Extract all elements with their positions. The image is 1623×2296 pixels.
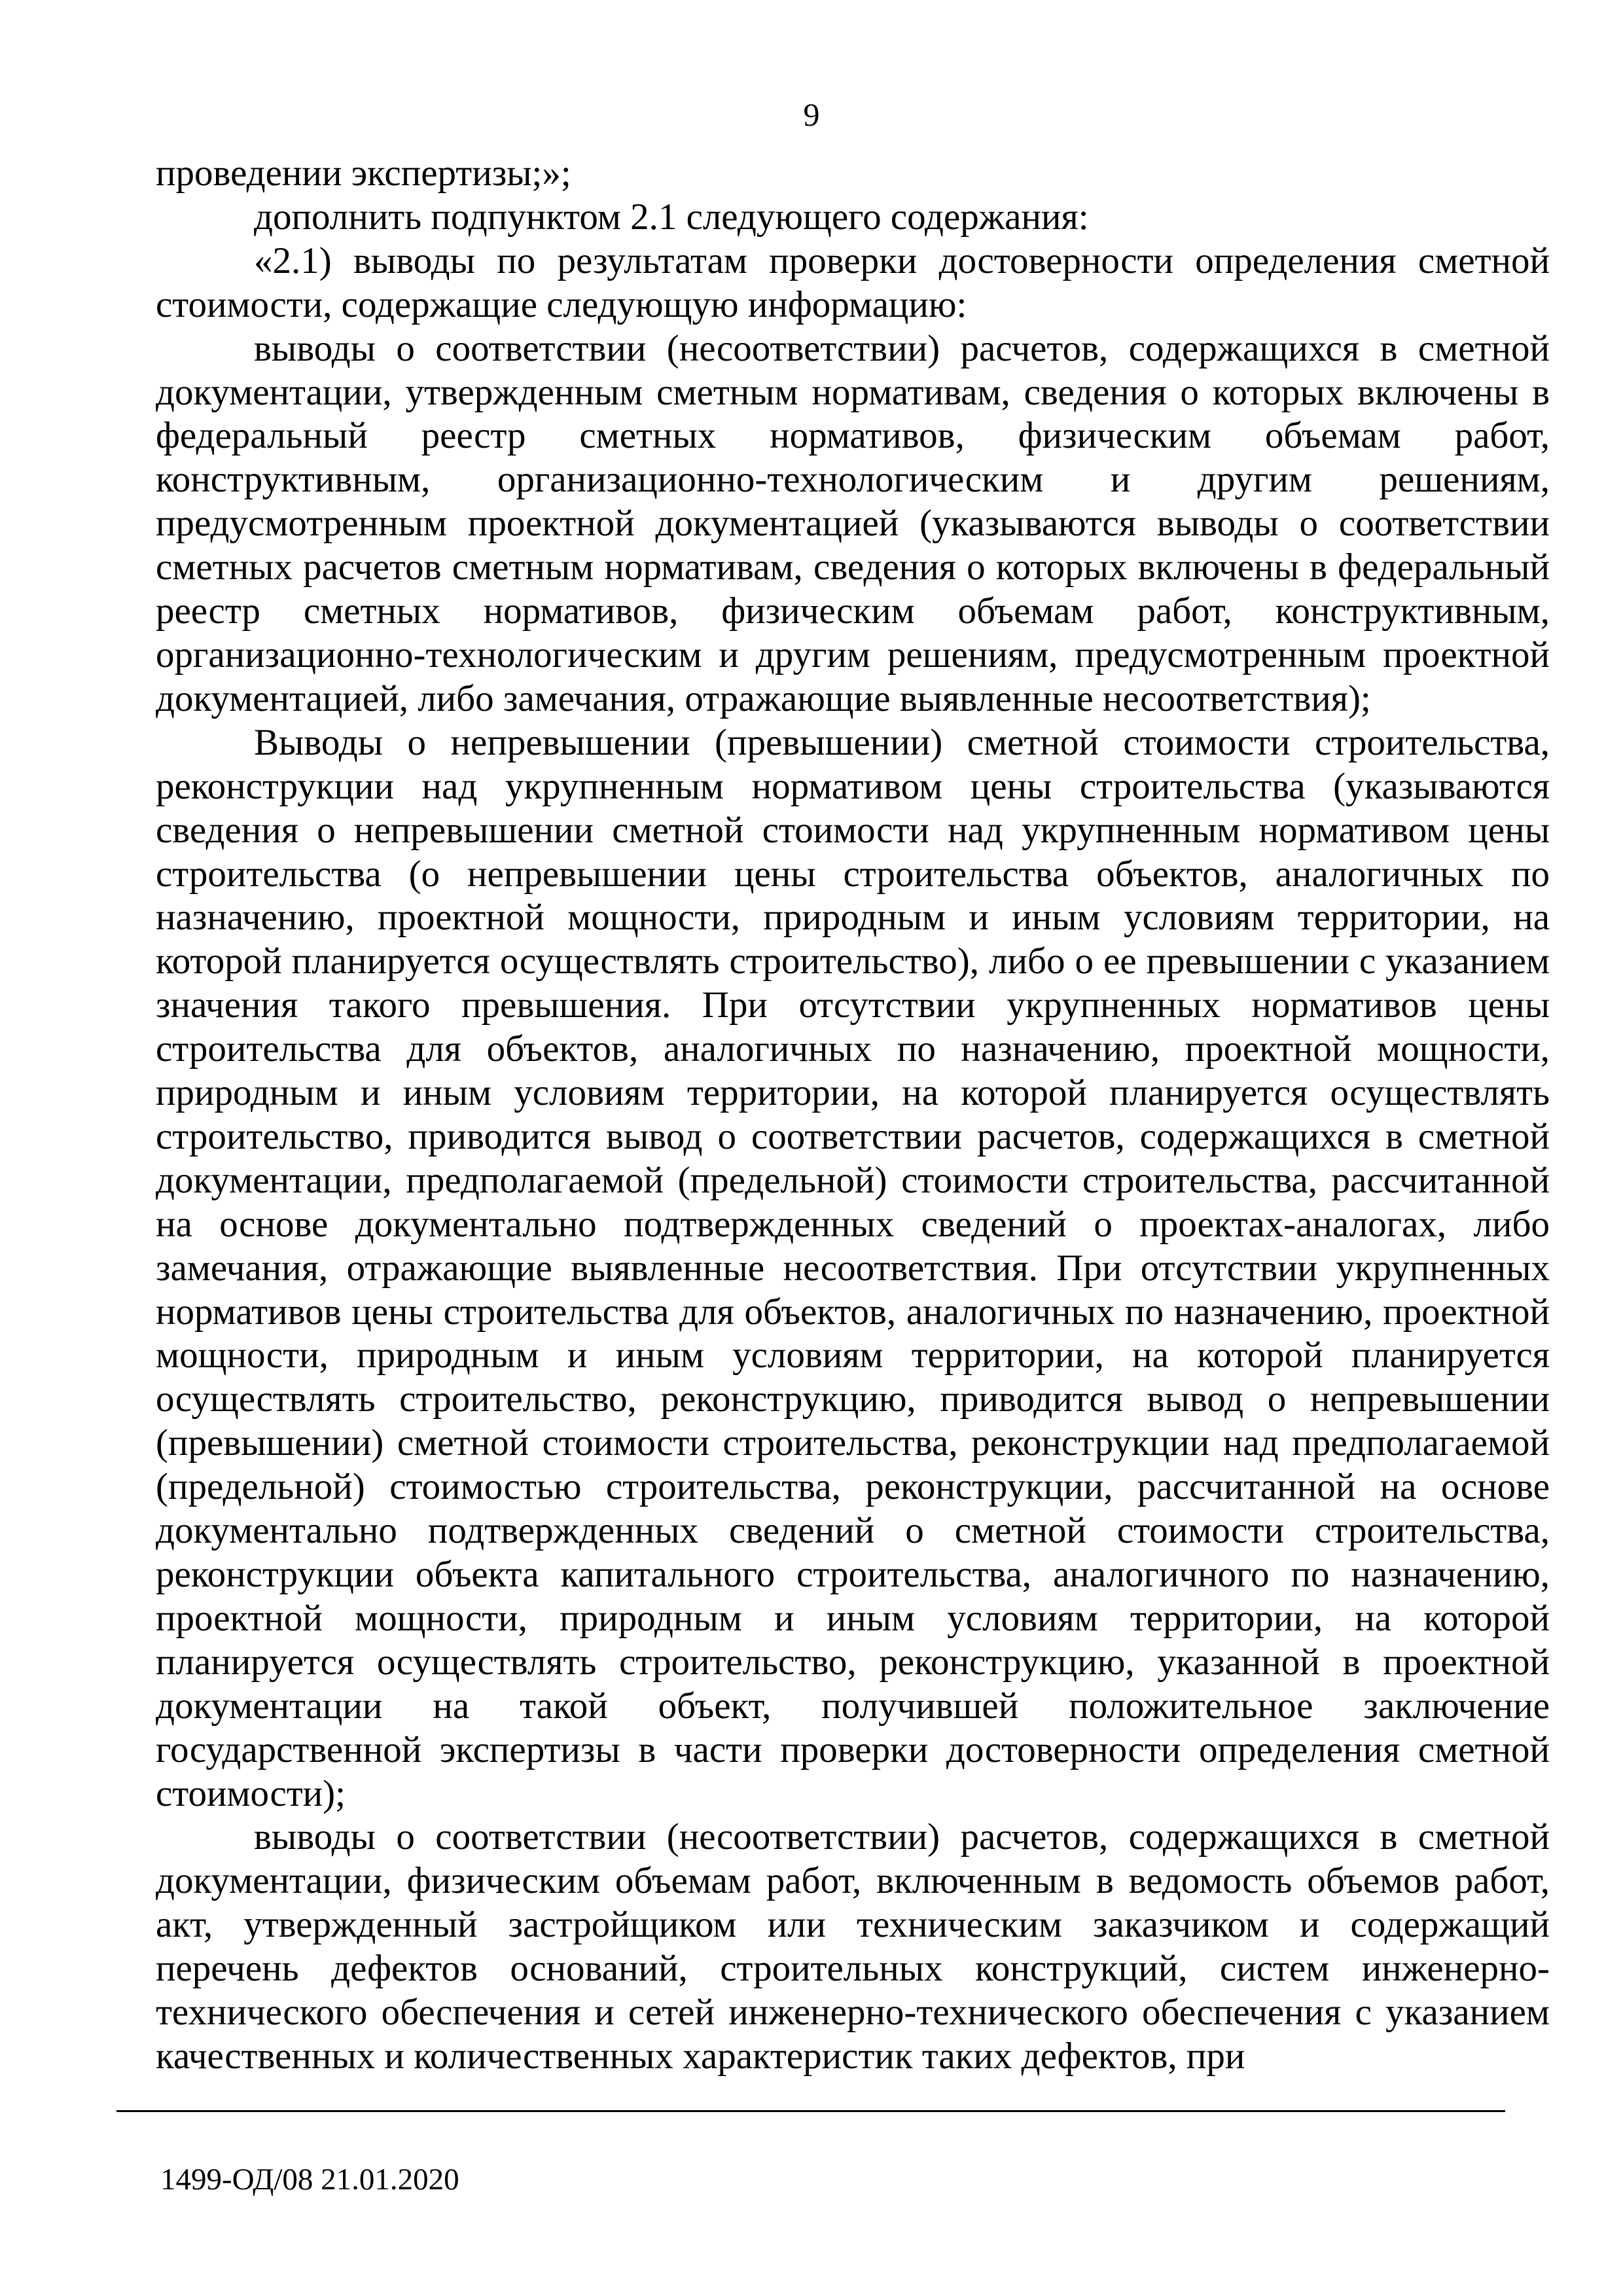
footer-divider [116,2110,1505,2112]
paragraph: выводы о соответствии (несоответствии) расчетов, содержащихся в сметной документации, утвержденным сметным нормативам, сведения о которых включены в федеральный реестр сметных нормативов, физическим объемам работ, конструктивным, организационно-технологическим и другим решениям, предусмотренным проектной документацией (указываются выводы о соответствии сметных расчетов сметным нормативам, сведения о которых включены в федеральный реестр сметных нормативов, физическим объемам работ, конструктивным, организационно-технологическим и другим решениям, предусмотренным проектной документацией, либо замечания, отражающие выявленные несоответствия); [156,327,1550,719]
paragraph: проведении экспертизы;»; [156,152,571,194]
paragraph: Выводы о непревышении (превышении) сметной стоимости строительства, реконструкции над укрупненным нормативом цены строительства (указываются сведения о непревышении сметной стоимости над укрупненным нормативом цены строительства (о непревышении цены строительства объектов, аналогичных по назначению, проектной мощности, природным и иным условиям территории, на которой планируется осуществлять строительство), либо о ее превышении с указанием значения такого превышения. При отсутствии укрупненных нормативов цены строительства для объектов, аналогичных по назначению, проектной мощности, природным и иным условиям территории, на которой планируется осуществлять строительство, приводится вывод о соответствии расчетов, содержащихся в сметной документации, предполагаемой (предельной) стоимости строительства, рассчитанной на основе документально подтвержденных сведений о проектах-аналогах, либо замечания, отражающие выявленные несоответствия. При отсутствии укрупненных нормативов цены строительства для объектов, аналогичных по назначению, проектной мощности, природным и иным условиям территории, на которой планируется осуществлять строительство, реконструкцию, приводится вывод о непревышении (превышении) сметной стоимости строительства, реконструкции над предполагаемой (предельной) стоимостью строительства, реконструкции, рассчитанной на основе документально подтвержденных сведений о сметной стоимости строительства, реконструкции объекта капитального строительства, аналогичного по назначению, проектной мощности, природным и иным условиям территории, на которой планируется осуществлять строительство, реконструкцию, указанной в проектной документации на такой объект, получившей положительное заключение государственной экспертизы в части проверки достоверности определения сметной стоимости); [156,721,1550,1814]
footer-document-code: 1499-ОД/08 21.01.2020 [160,2162,459,2197]
body-text [156,152,1550,2079]
paragraph: выводы о соответствии (несоответствии) расчетов, содержащихся в сметной документации, физическим объемам работ, включенным в ведомость объемов работ, акт, утвержденный застройщиком или техническим заказчиком и содержащий перечень дефектов оснований, строительных конструкций, систем инженерно-технического обеспечения и сетей инженерно-технического обеспечения с указанием качественных и количественных характеристик таких дефектов, при [156,1816,1550,2077]
paragraph: дополнить подпунктом 2.1 следующего содержания: [254,196,1089,238]
paragraph: «2.1) выводы по результатам проверки достоверности определения сметной стоимости, содержащие следующую информацию: [156,240,1550,325]
page-number: 9 [803,96,820,133]
